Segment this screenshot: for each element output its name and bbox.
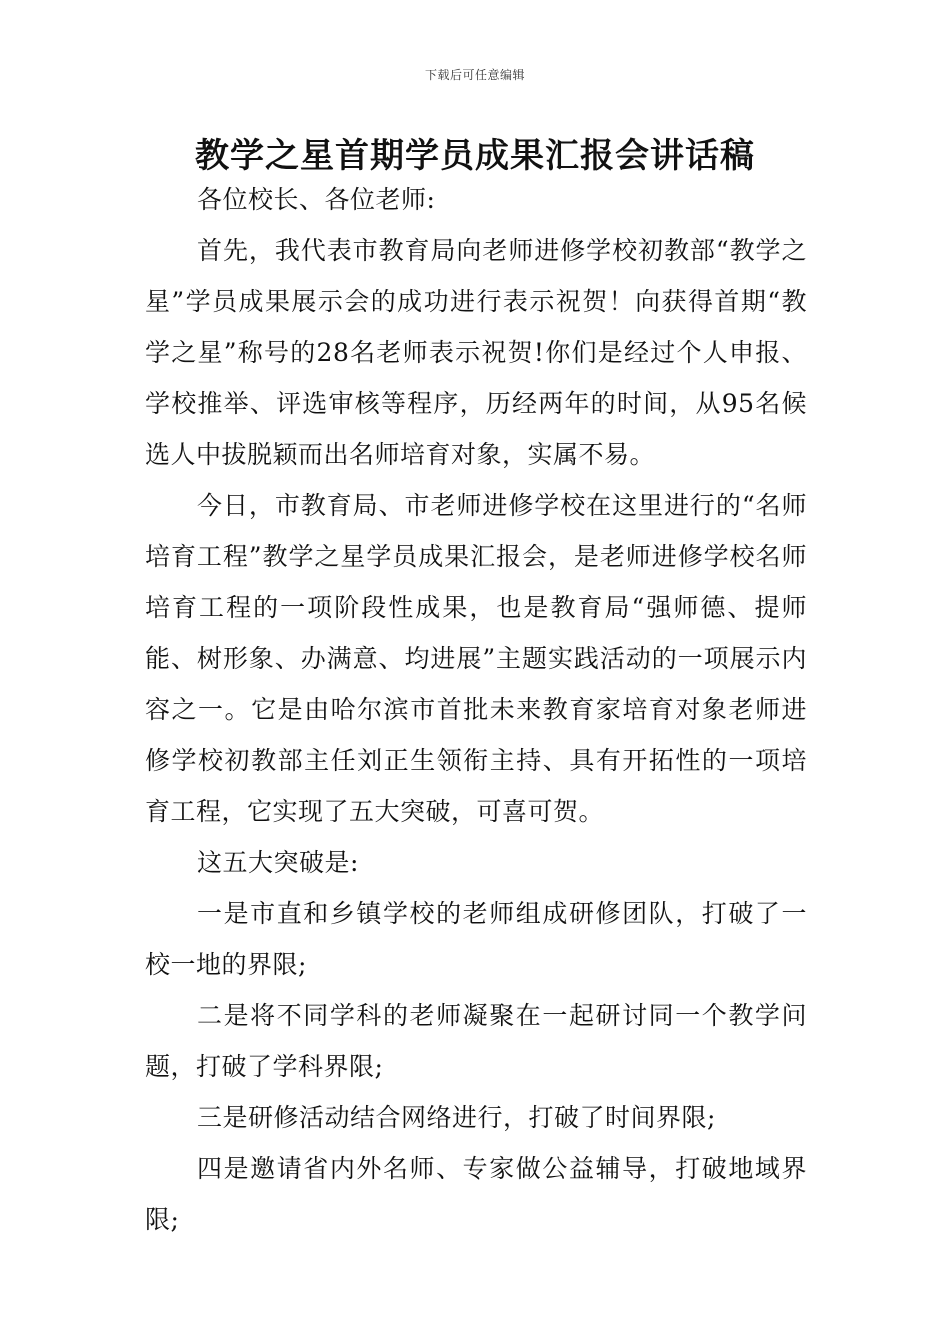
list-paragraph: 三是研修活动结合网络进行，打破了时间界限; xyxy=(197,1103,716,1132)
body-paragraph: 这五大突破是: xyxy=(197,848,359,877)
body-paragraph: 今日，市教育局、市老师进修学校在这里进行的“名师培育工程”教学之星学员成果汇报会，是老师进修学校名师培育工程的一项阶段性成果，也是教育局“强师德、提师能、树形象、办满意、均进展”主题实践活动的一项展示内容之一。它是由哈尔滨市首批未来教育家培育对象老师进修学校初教部主任刘正生领衔主持、具有开拓性的一项培育工程，它实现了五大突破，可喜可贺。 xyxy=(145,491,807,826)
salutation-paragraph: 各位校长、各位老师: xyxy=(197,185,436,214)
list-paragraph: 一是市直和乡镇学校的老师组成研修团队，打破了一校一地的界限; xyxy=(145,899,807,979)
list-paragraph: 四是邀请省内外名师、专家做公益辅导，打破地域界限; xyxy=(145,1154,807,1234)
list-paragraph: 二是将不同学科的老师凝聚在一起研讨同一个教学问题，打破了学科界限; xyxy=(145,1001,807,1081)
header-note: 下载后可任意编辑 xyxy=(424,68,525,82)
body-paragraph: 首先，我代表市教育局向老师进修学校初教部“教学之星”学员成果展示会的成功进行表示祝贺！向获得首期“教学之星”称号的28名老师表示祝贺!你们是经过个人申报、学校推举、评选审核等程序，历经两年的时间，从95名候选人中拔脱颖而出名师培育对象，实属不易。 xyxy=(145,236,807,469)
document-body xyxy=(145,174,807,1245)
document-title: 教学之星首期学员成果汇报会讲话稿 xyxy=(195,136,755,176)
